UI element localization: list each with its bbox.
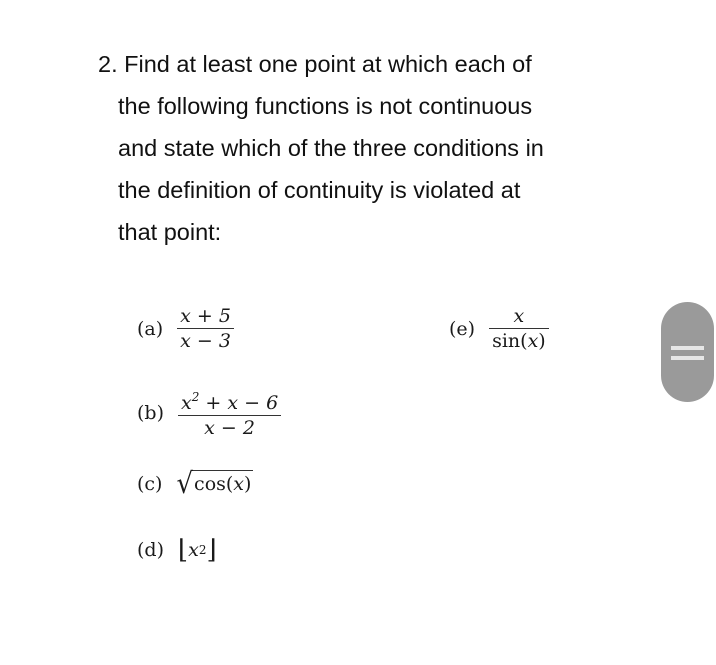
base: x — [181, 392, 192, 414]
item-label: (e) — [449, 317, 476, 340]
numerator — [178, 385, 281, 415]
func-name: sin( — [492, 330, 528, 352]
floor-expression — [178, 537, 217, 563]
exponent: 2 — [191, 390, 200, 404]
handle-line — [671, 356, 704, 360]
numerator: x + 5 — [180, 305, 231, 327]
item-d — [137, 537, 217, 563]
problem-statement — [98, 43, 638, 253]
fraction — [177, 304, 234, 353]
handle-line — [671, 346, 704, 350]
exponent: 2 — [198, 543, 207, 557]
floor-right-icon: ⌋ — [206, 535, 217, 565]
denominator — [489, 329, 549, 353]
item-label: (b) — [137, 401, 164, 424]
problem-line: 2. Find at least one point at which each of — [98, 51, 532, 77]
floor-left-icon: ⌊ — [178, 535, 189, 565]
problem-line: that point: — [118, 219, 222, 245]
fraction — [178, 385, 281, 440]
item-b — [137, 385, 281, 440]
fraction — [489, 304, 549, 353]
square-root — [176, 467, 253, 501]
radical-sign-icon: √ — [176, 467, 194, 501]
paren-close: ) — [244, 473, 252, 495]
denominator: x − 3 — [180, 330, 231, 352]
item-e — [449, 304, 549, 353]
problem-line: and state which of the three conditions in — [118, 135, 544, 161]
item-label: (d) — [137, 539, 164, 561]
paren-close: ) — [538, 330, 546, 352]
item-c — [137, 467, 253, 501]
drag-handle-icon[interactable] — [661, 302, 714, 402]
radicand — [192, 470, 253, 497]
item-label: (a) — [137, 317, 164, 340]
item-label: (c) — [137, 472, 163, 495]
variable: x — [233, 473, 245, 495]
base: x — [188, 539, 199, 561]
func-name: cos( — [194, 473, 234, 495]
problem-line: the definition of continuity is violated at — [118, 177, 521, 203]
item-a — [137, 304, 234, 353]
numerator-rest: + x − 6 — [199, 392, 279, 414]
denominator: x − 2 — [204, 417, 255, 439]
variable: x — [527, 330, 539, 352]
numerator: x — [513, 305, 525, 327]
problem-line: the following functions is not continuous — [118, 93, 533, 119]
